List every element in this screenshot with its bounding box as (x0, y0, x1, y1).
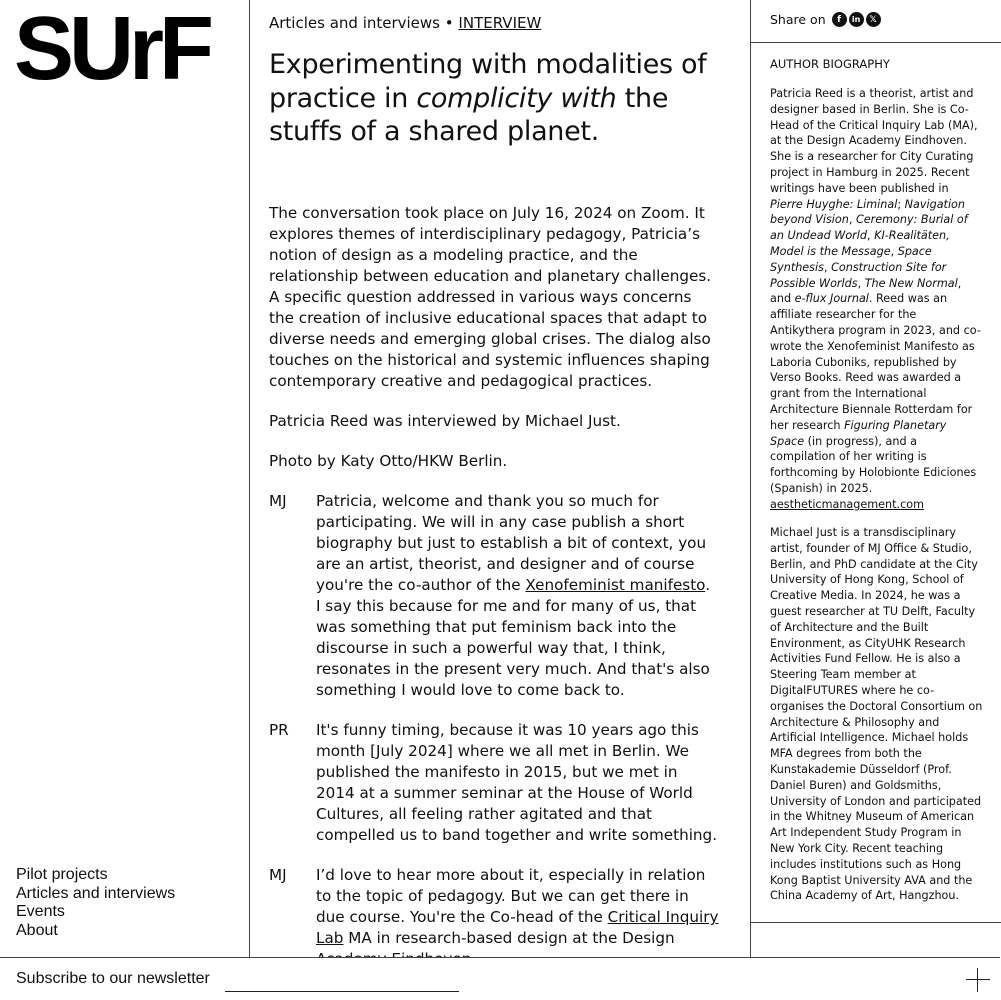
qa-text (316, 865, 719, 970)
title-part-1: Experimenting with modalities of practice in (269, 49, 707, 114)
breadcrumb (269, 13, 541, 33)
nav-item-events[interactable] (16, 903, 175, 922)
xenofeminist-manifesto-link[interactable]: Xenofeminist manifesto (525, 576, 706, 594)
plus-icon[interactable] (966, 968, 990, 992)
bio-title: Construction Site for Possible Worlds (770, 260, 947, 290)
bio-title: e-flux Journal (794, 292, 869, 306)
linkedin-icon[interactable]: in (849, 12, 864, 27)
divider (751, 922, 1001, 923)
facebook-icon[interactable]: f (832, 12, 847, 27)
qa-block (269, 865, 719, 970)
qa-block (269, 720, 719, 846)
newsletter-footer (0, 957, 1000, 1000)
breadcrumb-section[interactable]: Articles and interviews (269, 14, 440, 32)
qa-text-after: MA in research-based design at the Design (348, 929, 675, 947)
bio-text: , (823, 260, 832, 274)
bio-text: Patricia Reed is a theorist, artist and designer based in Berlin. She is Co-Head of the Critical Inquiry Lab (MA), at the Design Academy Eindhoven. She is a researcher for City Curating project in Hamburg in 2025. Recent writings have been published in (770, 87, 978, 195)
article-body (269, 203, 719, 989)
nav-item-articles[interactable] (16, 885, 175, 904)
qa-text-before: I’d love to hear more about it, especially in relation to the topic of pedagogy. But we can get there in due course. You're the Co-head of the (316, 866, 706, 926)
main-nav (16, 866, 175, 941)
bio-patricia-reed (770, 86, 984, 513)
bio-text: , (848, 213, 856, 227)
share-bar (770, 12, 881, 27)
qa-text (316, 491, 719, 701)
bio-text: , (867, 229, 875, 243)
breadcrumb-separator: • (444, 14, 454, 32)
bio-title: Figuring Planetary Space (770, 418, 947, 448)
bio-title: Pierre Huyghe: Liminal (770, 197, 898, 211)
breadcrumb-tag[interactable]: INTERVIEW (458, 14, 542, 32)
intro-paragraph: The conversation took place on July 16, 2024 on Zoom. It explores themes of interdisciplinary pedagogy, Patricia’s notion of design as a modeling practice, and the relationship between education and planetary challenges. A specific question addressed in various ways concerns the creation of inclusive educational spaces that adapt to diverse needs and emerging global crises. The dialog also touches on the historical and systemic influences shaping contemporary creative and pedagogical practices. (269, 204, 712, 390)
speaker-label: PR (269, 721, 289, 739)
bio-text: . Reed was an affiliate researcher for the Antikythera program in 2023, and co-wrote the Xenofeminist Manifesto as Laboria Cuboniks, republished by Verso Books. Reed was awarded a grant from the International Architecture Biennale Rotterdam for her research (770, 292, 981, 432)
title-part-2: the stuffs of a shared planet. (269, 82, 669, 147)
left-column (0, 0, 250, 957)
nav-item-pilot-projects[interactable] (16, 866, 175, 885)
bio-michael-just: Michael Just is a transdisciplinary artist, founder of MJ Office & Studio, Berlin, and PhD candidate at the City University of Hong Kong, School of Creative Media. In 2024, he was a guest researcher at TU Delft, Faculty of Architecture and the Built Environment, as CityUHK Research Activities Fund Fellow. He is also a Steering Team member at DigitalFUTURES where he co-organises the Doctoral Consortium on Architecture & Philosophy and Artificial Intelligence. Michael holds MFA degrees from both the Kunstakademie Düsseldorf (Prof. Daniel Buren) and Goldsmiths, University of London and participated in the Whitney Museum of American Art Independent Study Program in New York City. Recent teaching includes institutions such as Hong Kong Baptist University AVA and the China Academy of Art, Hangzhou. (770, 526, 983, 903)
bio-text: , (857, 276, 865, 290)
share-label: Share on (770, 12, 826, 27)
bio-title: Ceremony: Burial of an Undead World (770, 213, 968, 243)
title-emphasis: complicity with (416, 82, 617, 114)
bio-title: Navigation beyond Vision (770, 197, 965, 227)
speaker-label: MJ (269, 866, 287, 884)
bio-text: , and (770, 276, 962, 306)
critical-inquiry-lab-link[interactable]: Critical Inquiry Lab (316, 908, 719, 947)
site-logo[interactable]: SUrF (14, 0, 210, 99)
photo-credit: Photo by Katy Otto/HKW Berlin. (269, 452, 508, 470)
article-title (269, 48, 719, 149)
nav-item-about[interactable] (16, 922, 175, 941)
nav-link[interactable]: About (16, 922, 58, 940)
qa-text-before: Patricia, welcome and thank you so much for participating. We will in any case publish a short biography but just to establish a bit of context, you are an artist, theorist, and designer and of course you're the co-author of the (316, 492, 707, 594)
sidebar (750, 0, 1000, 957)
bio-title: KI-Realitäten, Model is the Message (770, 229, 950, 258)
bio-title: Space Synthesis (770, 244, 932, 274)
subscribe-label: Subscribe to our newsletter (16, 970, 210, 987)
bio-heading: AUTHOR BIOGRAPHY (770, 57, 890, 71)
bio-text: ; (897, 197, 905, 211)
author-website-link[interactable]: aestheticmanagement.com (770, 497, 924, 511)
speaker-label: MJ (269, 492, 287, 510)
interviewed-note: Patricia Reed was interviewed by Michael Just. (269, 412, 621, 430)
bio-text: , (890, 244, 898, 258)
qa-text-after: . I say this because for me and for many of us, that was something that put feminism back into the discourse in such a powerful way that, I think, resonates in the present very much. And that's also something I would love to come back to. (316, 576, 711, 699)
nav-link[interactable]: Articles and interviews (16, 884, 176, 902)
newsletter-email-input[interactable] (225, 968, 459, 992)
bio-text: (in progress), and a compilation of her writing is forthcoming by Holobionte Ediciones (Spanish) in 2025. (770, 434, 977, 495)
qa-block (269, 491, 719, 701)
nav-link[interactable]: Pilot projects (16, 866, 108, 883)
bio-title: The New Normal (864, 276, 958, 290)
qa-text: It's funny timing, because it was 10 years ago this month [July 2024] where we all met in Berlin. We published the manifesto in 2015, but we met in 2014 at a summer seminar at the House of World Cultures, all feeling rather agitated and that compelled us to band together and write something. (316, 721, 718, 844)
divider (751, 42, 1001, 43)
article-column (250, 0, 750, 957)
nav-link[interactable]: Events (16, 903, 65, 921)
x-icon[interactable]: 𝕏 (866, 12, 881, 27)
